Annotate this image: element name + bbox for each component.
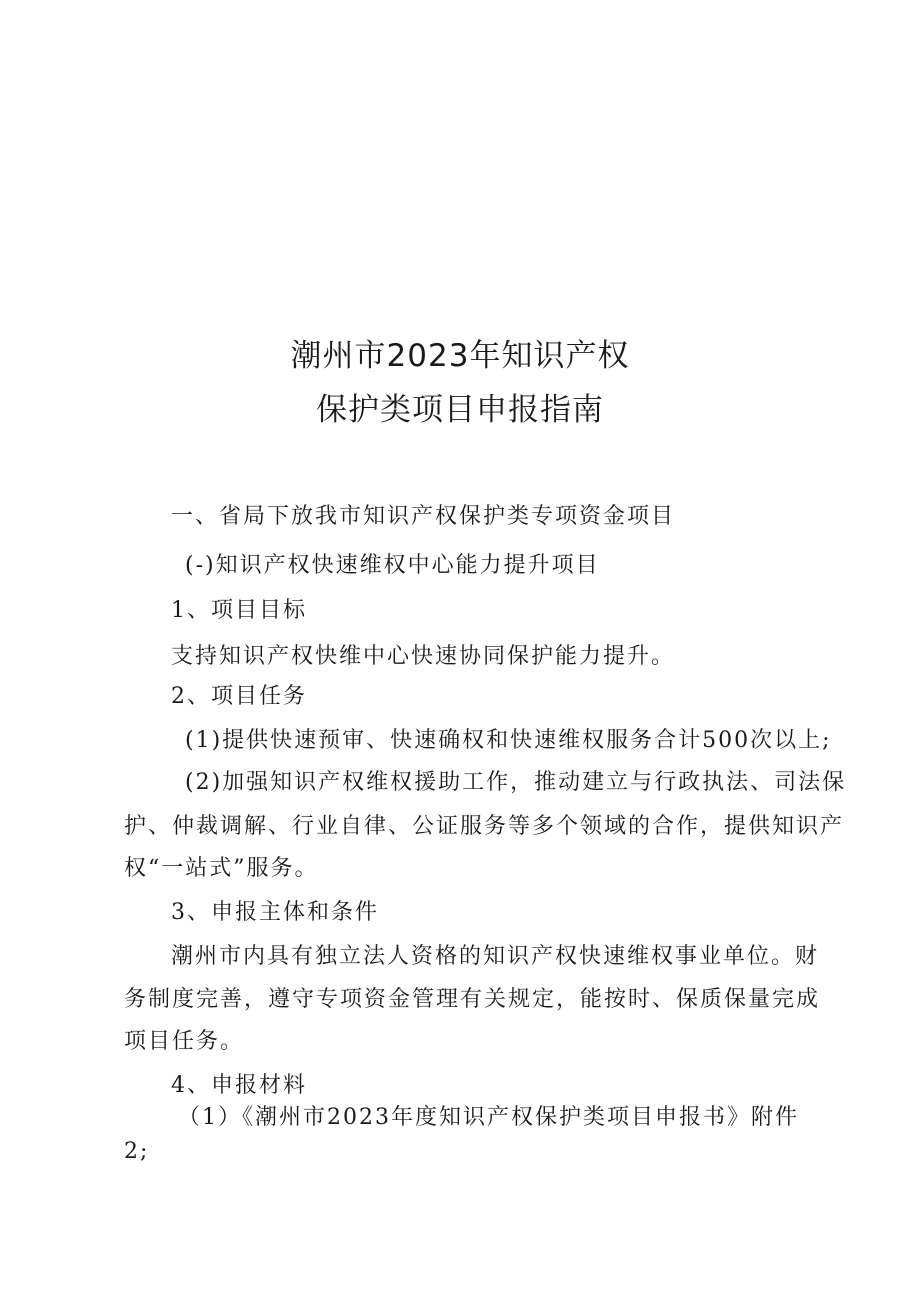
section-1-heading: 一、省局下放我市知识产权保护类专项资金项目	[171, 504, 676, 529]
material-1-line-1: （1）《潮州市2023年度知识产权保护类项目申报书》附件	[178, 1105, 799, 1130]
document-title-line-2: 保护类项目申报指南	[316, 392, 604, 428]
task-2-line-3: 权“一站式”服务。	[124, 856, 319, 881]
item-2-heading: 2、项目任务	[171, 684, 307, 709]
item-3-line-1: 潮州市内具有独立法人资格的知识产权快速维权事业单位。财	[171, 944, 820, 969]
item-3-line-3: 项目任务。	[124, 1029, 245, 1054]
subsection-1-heading: (-)知识产权快速维权中心能力提升项目	[185, 553, 600, 578]
item-3-heading: 3、申报主体和条件	[171, 900, 379, 925]
item-3-line-2: 务制度完善，遵守专项资金管理有关规定，能按时、保质保量完成	[124, 987, 821, 1012]
item-1-heading: 1、项目目标	[171, 598, 307, 623]
task-1-text: (1)提供快速预审、快速确权和快速维权服务合计500次以上;	[185, 728, 832, 753]
task-2-line-1: (2)加强知识产权维权援助工作，推动建立与行政执法、司法保	[185, 770, 847, 795]
item-1-text: 支持知识产权快维中心快速协同保护能力提升。	[171, 644, 676, 669]
document-title-line-1: 潮州市2023年知识产权	[290, 338, 630, 374]
task-2-line-2: 护、仲裁调解、行业自律、公证服务等多个领域的合作，提供知识产	[124, 814, 845, 839]
material-1-line-2: 2;	[124, 1139, 150, 1164]
item-4-heading: 4、申报材料	[171, 1073, 307, 1098]
